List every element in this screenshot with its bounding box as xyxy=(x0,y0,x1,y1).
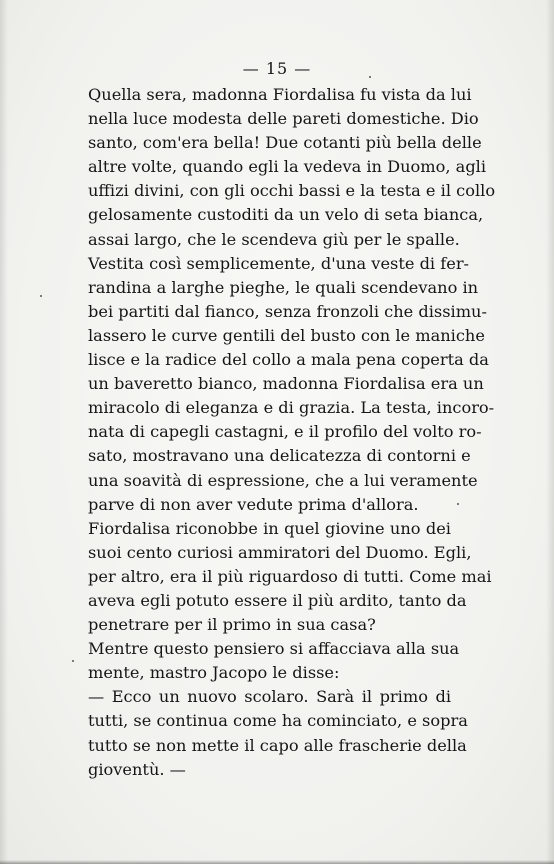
text-line: un baveretto bianco, madonna Fiordalisa era un xyxy=(88,374,484,394)
text-line: suoi cento curiosi ammiratori del Duomo. Egli, xyxy=(88,542,472,562)
page-left-edge-shadow xyxy=(0,0,8,864)
text-line: parve di non aver vedute prima d'allora. xyxy=(88,494,419,514)
text-line: assai largo, che le scendeva giù per le spalle. xyxy=(88,229,460,249)
text-line: miracolo di eleganza e di grazia. La testa, incoro- xyxy=(88,398,495,418)
page-number: — 15 — xyxy=(242,59,312,78)
text-line: lassero le curve gentili del busto con le maniche xyxy=(88,325,485,345)
text-line: Vestita così semplicemente, d'una veste di fer- xyxy=(88,253,470,273)
text-line: Mentre questo pensiero si affacciava alla sua xyxy=(88,639,460,659)
text-line: per altro, era il più riguardoso di tutti. Come mai xyxy=(88,566,492,586)
print-speck xyxy=(369,76,371,78)
text-line: mente, mastro Jacopo le disse: xyxy=(88,663,340,683)
text-line: lisce e la radice del collo a mala pena coperta da xyxy=(88,350,489,370)
text-line: — Ecco un nuovo scolaro. Sarà il primo di xyxy=(88,687,451,707)
text-line: gelosamente custoditi da un velo di seta bianca, xyxy=(88,205,484,225)
text-line: Quella sera, madonna Fiordalisa fu vista da lui xyxy=(88,85,472,104)
text-line: nata di capegli castagni, e il profilo del volto ro- xyxy=(88,422,482,442)
print-speck xyxy=(40,295,42,297)
text-line: santo, com'era bella! Due cotanti più bella delle xyxy=(88,133,482,153)
text-line: tutti, se continua come ha cominciato, e sopra xyxy=(88,711,468,731)
text-line: uffizi divini, con gli occhi bassi e la testa e il collo xyxy=(88,181,496,201)
page-right-edge-shadow xyxy=(546,0,554,864)
text-line: tutto se non mette il capo alle frascherie della xyxy=(88,735,467,755)
text-line: sato, mostravano una delicatezza di contorni e xyxy=(88,446,471,466)
text-line: randina a larghe pieghe, le quali scendevano in xyxy=(88,277,479,297)
page-bottom-edge xyxy=(0,860,554,864)
text-line: gioventù. — xyxy=(88,759,186,779)
text-line: altre volte, quando egli la vedeva in Duomo, agli xyxy=(88,157,487,177)
text-line: bei partiti dal fianco, senza fronzoli che dissimu- xyxy=(88,301,487,321)
text-line: penetrare per il primo in sua casa? xyxy=(88,615,376,635)
body-text xyxy=(88,83,496,782)
print-speck xyxy=(457,503,459,505)
text-line: aveva egli potuto essere il più ardito, tanto da xyxy=(88,590,467,610)
text-line: nella luce modesta delle pareti domestiche. Dio xyxy=(88,109,479,129)
text-line: Fiordalisa riconobbe in quel giovine uno dei xyxy=(88,518,451,538)
text-line: una soavità di espressione, che a lui veramente xyxy=(88,470,478,490)
print-speck xyxy=(72,660,74,662)
